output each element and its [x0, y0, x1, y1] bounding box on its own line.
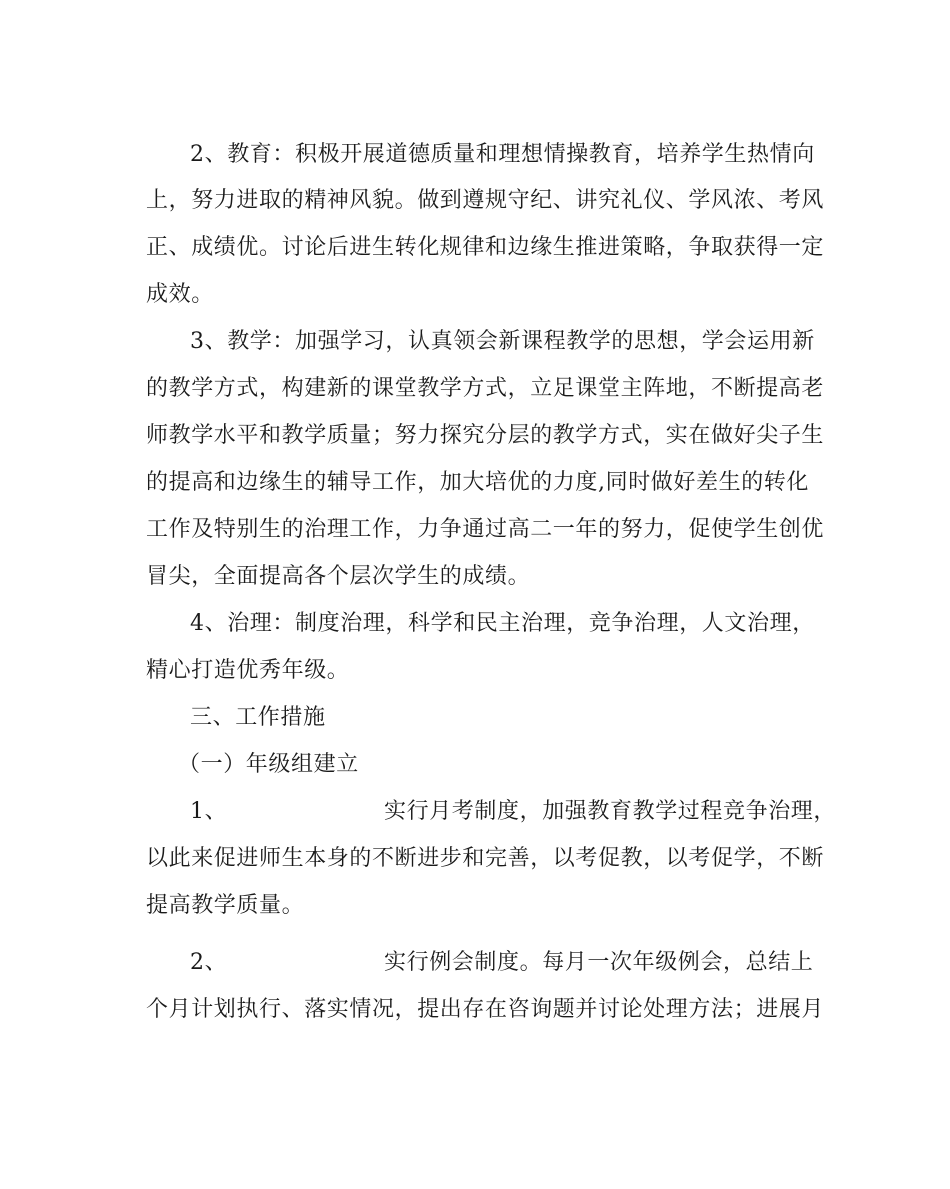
paragraph-line-12: 精心打造优秀年级。 — [146, 658, 350, 683]
paragraph-line-4: 成效。 — [146, 282, 214, 307]
item-text-2: 实行例会制度。每月一次年级例会，总结上 — [384, 950, 814, 975]
paragraph-line-18: 提高教学质量。 — [146, 893, 305, 918]
paragraph-line-3: 正、成绩优。讨论后进生转化规律和边缘生推进策略，争取获得一定 — [146, 235, 825, 260]
paragraph-line-21: 个月计划执行、落实情况，提出存在咨询题并讨论处理方法；进展月 — [146, 997, 825, 1022]
paragraph-line-10: 冒尖，全面提高各个层次学生的成绩。 — [146, 564, 531, 589]
item-number-2: 2、 — [190, 950, 228, 975]
paragraph-line-6: 的教学方式，构建新的课堂教学方式，立足课堂主阵地，不断提高老 — [146, 376, 825, 401]
paragraph-line-2: 上，努力进取的精神风貌。做到遵规守纪、讲究礼仪、学风浓、考风 — [146, 188, 825, 213]
section-heading: 三、工作措施 — [190, 705, 326, 730]
paragraph-line-11: 4、治理：制度治理，科学和民主治理，竞争治理，人文治理， — [190, 611, 815, 636]
paragraph-line-17: 以此来促进师生本身的不断进步和完善，以考促教，以考促学，不断 — [146, 846, 825, 871]
item-number-1: 1、 — [190, 799, 228, 824]
paragraph-line-8: 的提高和边缘生的辅导工作，加大培优的力度,同时做好差生的转化 — [146, 470, 809, 495]
item-text-1: 实行月考制度，加强教育教学过程竞争治理， — [384, 799, 837, 824]
paragraph-line-1: 2、教育：积极开展道德质量和理想情操教育，培养学生热情向 — [190, 142, 815, 167]
paragraph-line-7: 师教学水平和教学质量；努力探究分层的教学方式，实在做好尖子生 — [146, 423, 825, 448]
paragraph-line-5: 3、教学：加强学习，认真领会新课程教学的思想，学会运用新 — [190, 329, 815, 354]
subsection-heading: （一）年级组建立 — [178, 752, 359, 777]
paragraph-line-9: 工作及特别生的治理工作，力争通过高二一年的努力，促使学生创优 — [146, 517, 825, 542]
